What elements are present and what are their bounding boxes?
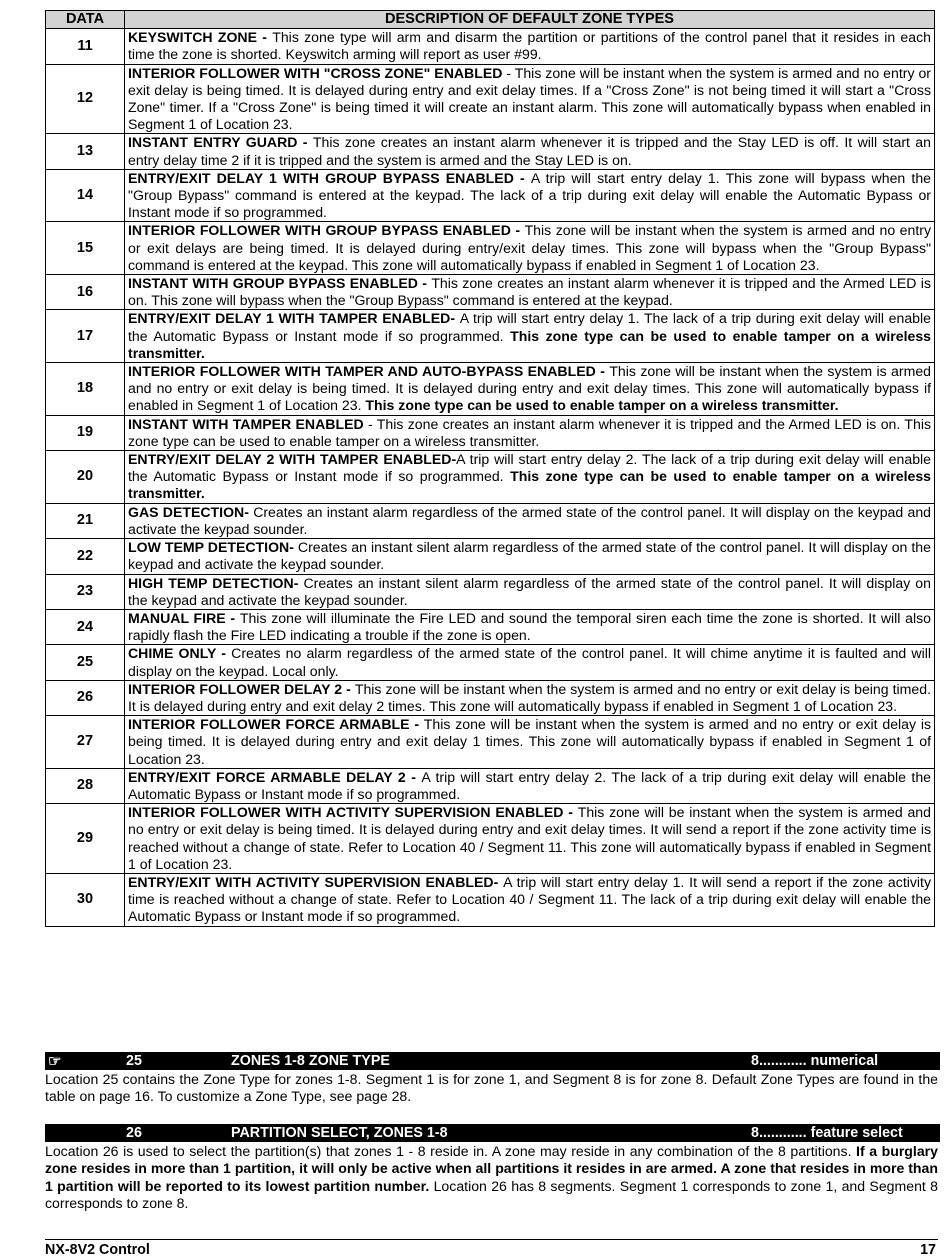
zone-type-text: A trip will start entry delay 1. The lack of a trip during exit delay will enable the Automatic Bypass or Instant mode if so programmed. (128, 310, 931, 344)
zone-type-text: Creates an instant silent alarm regardless of the armed state of the control panel. It will display on the keypad and activate the keypad sounder. (128, 539, 931, 573)
zone-type-text: Creates no alarm regardless of the armed state of the control panel. It will chime anytime it is faulted and will display on the keypad. Local only. (128, 645, 931, 679)
zone-type-name: INSTANT WITH GROUP BYPASS ENABLED - (128, 275, 432, 292)
zone-type-description (125, 680, 935, 715)
zone-type-name: ENTRY/EXIT DELAY 1 WITH GROUP BYPASS ENABLED - (128, 169, 531, 186)
zone-type-description (125, 539, 935, 574)
zone-type-number: 16 (46, 275, 125, 310)
zone-type-text: This zone creates an instant alarm whenever it is tripped and the Armed LED is on. This zone will bypass when the "Group Bypass" command is entered at the keypad. (128, 275, 931, 309)
location-26-header (45, 1124, 940, 1142)
zone-type-number: 11 (46, 29, 125, 64)
zone-type-name: CHIME ONLY - (128, 645, 232, 662)
zone-type-description (125, 64, 935, 134)
table-row (46, 275, 935, 310)
location-spec: 8............ numerical (751, 1053, 879, 1069)
zone-type-name: INTERIOR FOLLOWER WITH TAMPER AND AUTO-BYPASS ENABLED - (128, 363, 610, 380)
location-26-text-c: Location 26 has 8 segments. Segment 1 corresponds to zone 1, and Segment 8 corresponds to zone 8. (45, 1177, 938, 1212)
table-row (46, 804, 935, 874)
location-26-text-a: Location 26 is used to select the partition(s) that zones 1 - 8 reside in. A zone may reside in any combination of the 8 partitions. (45, 1143, 857, 1159)
zone-type-description (125, 609, 935, 644)
footer-product: NX-8V2 Control (45, 1242, 150, 1258)
zone-type-name: ENTRY/EXIT WITH ACTIVITY SUPERVISION ENABLED- (128, 873, 504, 890)
zone-type-name: GAS DETECTION- (128, 503, 254, 520)
zone-type-number: 18 (46, 363, 125, 416)
zone-type-description (125, 310, 935, 363)
zone-type-text: - This zone will be instant when the system is armed and no entry or exit delay is being timed. It is delayed during entry and exit delay times. If a "Cross Zone" is not being timed it will start a "Cross Zone" timer. If a "Cross Zone" is being timed it will create an instant alarm. This zone will automatically bypass when enabled in Segment 1 of Location 23. (128, 64, 931, 133)
table-row (46, 680, 935, 715)
zone-type-number: 23 (46, 574, 125, 609)
table-row (46, 64, 935, 134)
zone-type-text: A trip will start entry delay 2. The lack of a trip during exit delay will enable the Automatic Bypass or Instant mode if so programmed. (128, 451, 931, 485)
zone-type-number: 25 (46, 645, 125, 680)
table-row (46, 363, 935, 416)
table-row (46, 574, 935, 609)
zone-type-description (125, 716, 935, 769)
zone-type-description (125, 574, 935, 609)
zone-type-description (125, 873, 935, 926)
table-row (46, 645, 935, 680)
column-header-description: DESCRIPTION OF DEFAULT ZONE TYPES (125, 11, 935, 29)
zone-type-number: 24 (46, 609, 125, 644)
zone-type-number: 26 (46, 680, 125, 715)
location-number: 26 (126, 1125, 142, 1141)
zone-type-name: INTERIOR FOLLOWER WITH "CROSS ZONE" ENABLED (128, 64, 503, 81)
zone-type-number: 13 (46, 134, 125, 169)
zone-type-note: This zone type can be used to enable tamper on a wireless transmitter. (365, 397, 839, 414)
table-row (46, 310, 935, 363)
zone-type-name: INTERIOR FOLLOWER WITH ACTIVITY SUPERVISION ENABLED - (128, 804, 578, 821)
table-header-row (46, 11, 935, 29)
zone-type-number: 15 (46, 222, 125, 275)
zone-type-number: 20 (46, 451, 125, 504)
zone-type-text: A trip will start entry delay 1. It will send a report if the zone activity time is reached without a change of state. Refer to Location 40 / Segment 11. The lack of a trip during exit delay will enable the Automatic Bypass or Instant mode if so programmed. (128, 873, 932, 925)
location-26-description (45, 1143, 938, 1213)
zone-type-name: INTERIOR FOLLOWER WITH GROUP BYPASS ENABLED - (128, 222, 525, 239)
table-row (46, 222, 935, 275)
table-row (46, 169, 935, 222)
zone-types-table (45, 10, 935, 927)
zone-type-description (125, 415, 935, 450)
zone-type-text: This zone will be instant when the system is armed and no entry or exit delay is being timed. It is delayed during entry and exit delay times. This zone will automatically bypass if enabled in Segment 1 of Location 23. (128, 363, 932, 414)
zone-type-number: 12 (46, 64, 125, 134)
zone-type-text: - This zone creates an instant alarm whenever it is tripped and the Armed LED is on. This zone type can be used to enable tamper on a wireless transmitter. (128, 415, 932, 449)
zone-type-text: A trip will start entry delay 2. The lack of a trip during exit delay will enable the Automatic Bypass or Instant mode if so programmed. (128, 768, 931, 802)
zone-type-text: Creates an instant alarm regardless of the armed state of the control panel. It will display on the keypad and activate the keypad sounder. (128, 503, 931, 537)
zone-type-text: A trip will start entry delay 1. This zone will bypass when the "Group Bypass" command is entered at the keypad. The lack of a trip during exit delay will enable the Automatic Bypass or Instant mode if so programmed. (128, 169, 931, 221)
zone-type-note: This zone type can be used to enable tamper on a wireless transmitter. (128, 327, 932, 361)
zone-type-description (125, 804, 935, 874)
zone-type-number: 22 (46, 539, 125, 574)
zone-type-text: This zone will be instant when the system is armed and no entry or exit delays are being timed. It is delayed during entry/exit delay times. This zone will bypass when the "Group Bypass" command is entered at the keypad. This zone will automatically bypass if enabled in Segment 1 of Location 23. (128, 222, 931, 273)
location-26-text-bold: If a burglary zone resides in more than 1 partition, it will only be active when all partitions it resides in are armed. A zone that resides in more than 1 partition will be reported to its lowest partition number. (45, 1143, 938, 1194)
zone-type-note: This zone type can be used to enable tamper on a wireless transmitter. (128, 468, 932, 502)
footer-divider (45, 1239, 938, 1240)
location-number: 25 (126, 1053, 142, 1069)
zone-type-number: 21 (46, 503, 125, 538)
zone-type-name: ENTRY/EXIT DELAY 2 WITH TAMPER ENABLED- (128, 451, 457, 468)
zone-type-text: This zone will be instant when the system is armed and no entry or exit delay is being timed. It is delayed during entry and exit delay 2 times. This zone will automatically bypass if enabled in Segment 1 of Location 23. (128, 680, 931, 714)
zone-type-number: 29 (46, 804, 125, 874)
zone-type-name: INSTANT ENTRY GUARD - (128, 134, 313, 151)
zone-type-text: This zone will be instant when the system is armed and no entry or exit delay is being timed. It is delayed during entry and exit delay times. It will send a report if the zone activity time is reached without a change of state. Refer to Location 40 / Segment 11. This zone will automatically bypass if enabled in Segment 1 of Location 23. (128, 804, 931, 872)
table-row (46, 451, 935, 504)
pointing-hand-icon: ☞ (48, 1053, 62, 1070)
zone-type-description (125, 451, 935, 504)
zone-types-body (46, 29, 935, 926)
location-25-header (45, 1052, 940, 1070)
zone-type-description (125, 222, 935, 275)
zone-type-name: HIGH TEMP DETECTION- (128, 574, 304, 591)
zone-type-text: This zone will be instant when the system is armed and no entry or exit delay is being timed. It is delayed during entry and exit delay 1 times. This zone will automatically bypass if enabled in Segment 1 of Location 23. (128, 716, 932, 767)
zone-type-text: Creates an instant silent alarm regardless of the armed state of the control panel. It will display on the keypad and activate the keypad sounder. (128, 574, 931, 608)
zone-type-name: LOW TEMP DETECTION- (128, 539, 298, 556)
zone-type-description (125, 503, 935, 538)
zone-type-name: KEYSWITCH ZONE - (128, 29, 273, 46)
zone-type-name: INSTANT WITH TAMPER ENABLED (128, 415, 364, 432)
table-row (46, 134, 935, 169)
table-row (46, 539, 935, 574)
table-row (46, 716, 935, 769)
zone-type-description (125, 29, 935, 64)
zone-type-number: 30 (46, 873, 125, 926)
zone-type-description (125, 169, 935, 222)
zone-type-name: ENTRY/EXIT DELAY 1 WITH TAMPER ENABLED- (128, 310, 460, 327)
zone-type-description (125, 645, 935, 680)
zone-type-number: 28 (46, 768, 125, 803)
column-header-data: DATA (46, 11, 125, 29)
zone-type-name: INTERIOR FOLLOWER FORCE ARMABLE - (128, 716, 424, 733)
zone-type-number: 27 (46, 716, 125, 769)
zone-type-name: ENTRY/EXIT FORCE ARMABLE DELAY 2 - (128, 768, 422, 785)
table-row (46, 503, 935, 538)
zone-type-description (125, 275, 935, 310)
zone-type-number: 17 (46, 310, 125, 363)
zone-type-description (125, 363, 935, 416)
zone-type-name: MANUAL FIRE - (128, 609, 240, 626)
zone-type-number: 14 (46, 169, 125, 222)
table-row (46, 873, 935, 926)
zone-type-description (125, 134, 935, 169)
zone-type-text: This zone type will arm and disarm the partition or partitions of the control panel that it resides in each time the zone is shorted. Keyswitch arming will report as user #99. (128, 29, 931, 63)
zone-type-description (125, 768, 935, 803)
location-25-description: Location 25 contains the Zone Type for zones 1-8. Segment 1 is for zone 1, and Segment 8 is for zone 8. Default Zone Types are found in the table on page 16. To customize a Zone Type, see page 28. (45, 1071, 938, 1105)
table-row (46, 609, 935, 644)
zone-type-text: This zone creates an instant alarm whenever it is tripped and the Stay LED is off. It will start an entry delay time 2 if it is tripped and the system is armed and the Stay LED is on. (128, 134, 931, 168)
page-number: 17 (920, 1242, 936, 1258)
table-row (46, 415, 935, 450)
table-row (46, 768, 935, 803)
location-title: PARTITION SELECT, ZONES 1-8 (231, 1125, 448, 1141)
zone-type-name: INTERIOR FOLLOWER DELAY 2 - (128, 680, 355, 697)
location-spec: 8............ feature select (751, 1125, 903, 1141)
zone-type-number: 19 (46, 415, 125, 450)
table-row (46, 29, 935, 64)
zone-type-text: This zone will illuminate the Fire LED and sound the temporal siren each time the zone is shorted. It will also rapidly flash the Fire LED indicating a trouble if the zone is open. (128, 609, 931, 644)
location-title: ZONES 1-8 ZONE TYPE (231, 1053, 390, 1069)
